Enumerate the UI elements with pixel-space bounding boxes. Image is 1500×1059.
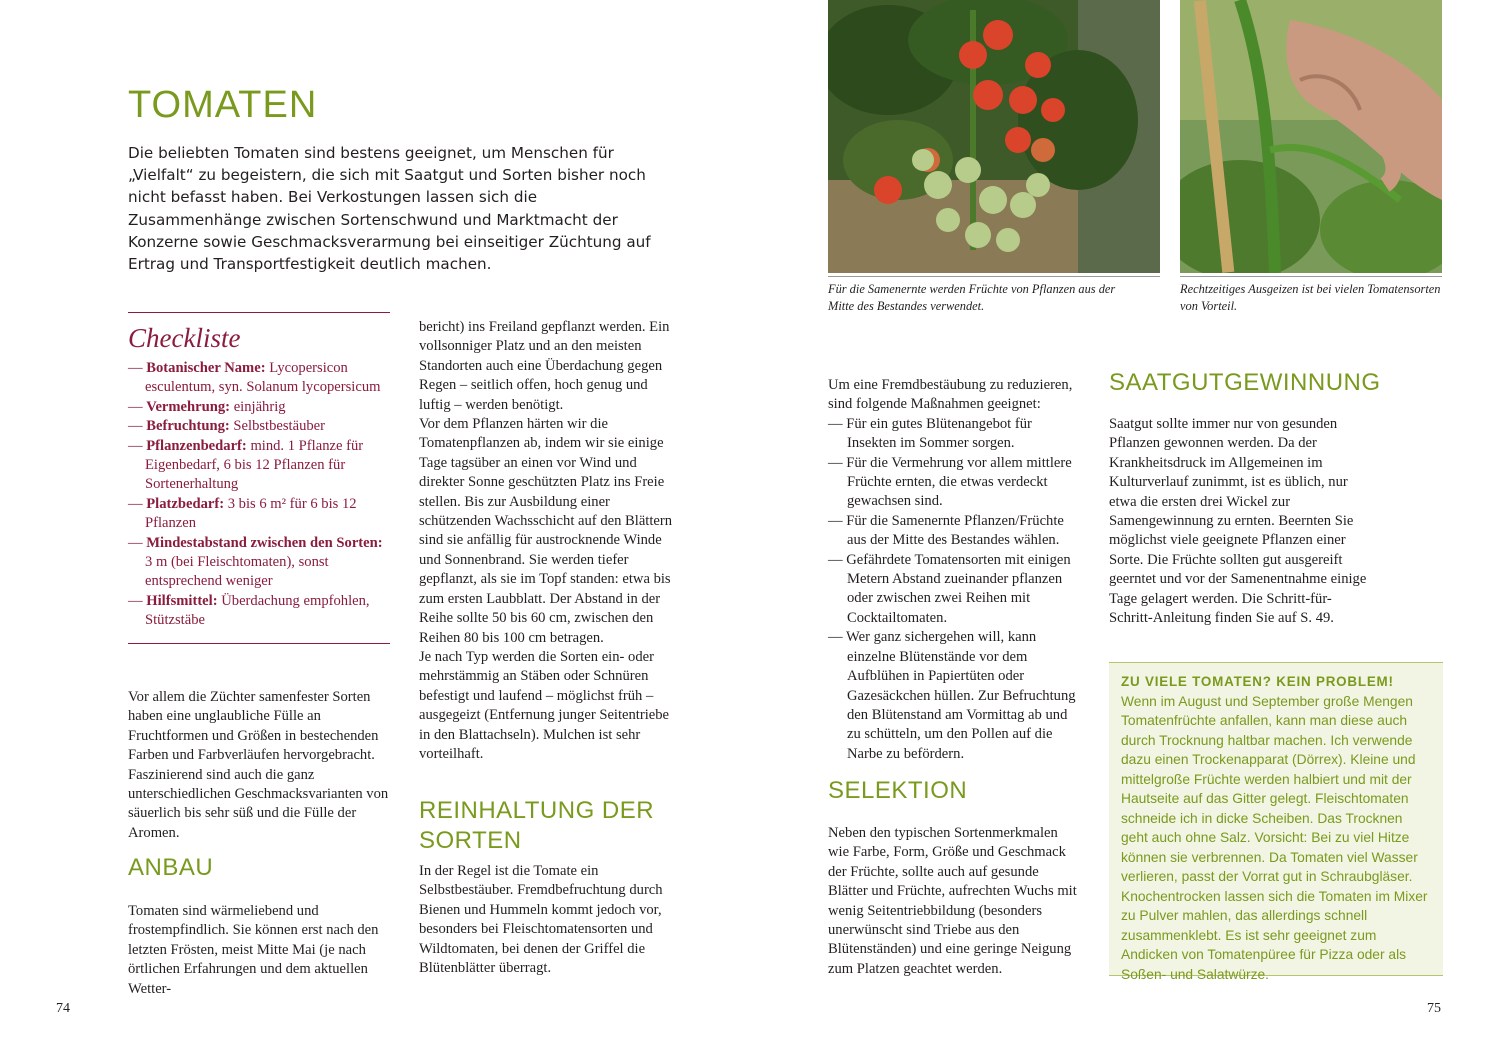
photo-caption-1: Für die Samenernte werden Früchte von Pflanzen aus der Mitte des Bestandes verwendet. xyxy=(828,282,1116,313)
fremdbestaeubung-section xyxy=(828,376,1078,764)
section-heading-saatgut: SAATGUTGEWINNUNG xyxy=(1109,369,1381,396)
section-heading-selektion: SELEKTION xyxy=(828,777,968,804)
reinhaltung-paragraph: In der Regel ist die Tomate ein Selbstbestäuber. Fremdbefruchtung durch Bienen und Hummeln kommt jedoch vor, besonders bei Fleischtomatensorten und Wildtomaten, bei denen der Griffel die Blütenblätter überragt. xyxy=(419,863,663,977)
saatgut-paragraph: Saatgut sollte immer nur von gesunden Pflanzen gewonnen werden. Da der Krankheitsdruck im Allgemeinen im Kulturverlauf zunimmt, ist es üblich, nur etwa die ersten drei Wickel zur Samengewinnung zu ernten. Beernten Sie möglichst viele geeignete Pflanzen einer Sorte. Die Früchte sollten gut ausgereift geerntet und vor der Samenentnahme einige Tage gelagert werden. Die Schritt-für-Schritt-Anleitung finden Sie auf S. 49. xyxy=(1109,416,1367,627)
list-item: — Gefährdete Tomatensorten mit einigen Metern Abstand zueinander pflanzen oder zwischen zwei Reihen mit Cocktailtomaten. xyxy=(828,551,1071,626)
list-item: — Für ein gutes Blütenangebot für Insekten im Sommer sorgen. xyxy=(828,415,1032,452)
checklist-item: — Hilfsmittel: Überdachung empfohlen, Stützstäbe xyxy=(128,592,370,629)
paragraph: bericht) ins Freiland gepflanzt werden. Ein vollsonniger Platz und an den meisten Standorten auch eine Überdachung gegen Regen – seitlich offen, hoch genug und luftig – werden benötigt. xyxy=(419,319,670,413)
checklist-item: — Vermehrung: einjährig xyxy=(128,398,286,415)
section-heading-reinhaltung: REINHALTUNG DER SORTEN xyxy=(419,797,655,854)
pruning-hand-photo xyxy=(1180,0,1442,273)
checklist-item: — Pflanzenbedarf: mind. 1 Pflanze für Eigenbedarf, 6 bis 12 Pflanzen für Sortenerhaltung xyxy=(128,437,364,493)
page-number-left: 74 xyxy=(56,1001,70,1016)
paragraph: Vor dem Pflanzen härten wir die Tomatenpflanzen ab, indem wir sie einige Tage tagsüber an einen vor Wind und direkter Sonne geschützten Platz ins Freie stellen. Bis zur Ausbildung einer schützenden Wachsschicht auf den Blättern sind sie anfällig für austrocknende Winde und Sonnenbrand. Sie werden tiefer gepflanzt, als sie im Topf standen: etwa bis zum ersten Laubblatt. Der Abstand in der Reihe sollte 50 bis 60 cm, zwischen den Reihen 80 bis 100 cm betragen. xyxy=(419,416,673,646)
selektion-paragraph: Neben den typischen Sortenmerkmalen wie Farbe, Form, Größe und Geschmack der Früchte, sollte auch auf gesunde Blätter und Früchte, aufrechten Wuchs mit wenig Seitentriebbildung (besonders unerwünscht sind Triebe aus den Blütenständen) und eine geringe Neigung zum Platzen geachtet werden. xyxy=(828,825,1077,977)
tip-title: ZU VIELE TOMATEN? KEIN PROBLEM! xyxy=(1121,674,1394,689)
tomato-plant-illustration xyxy=(828,0,1160,273)
checklist-title: Checkliste xyxy=(128,323,241,353)
checklist-item: — Botanischer Name: Lycopersicon esculentum, syn. Solanum lycopersicum xyxy=(128,360,381,396)
list-item: — Wer ganz sichergehen will, kann einzelne Blütenstände vor dem Aufblühen in Papiertüten oder Gazesäckchen hüllen. Zur Befruchtung den Blütenstand am Vormittag ab und zu schütteln, um den Pollen auf die Narbe zu befördern. xyxy=(828,629,1076,762)
photo-caption-2: Rechtzeitiges Ausgeizen ist bei vielen Tomatensorten von Vorteil. xyxy=(1180,282,1441,313)
anbau-paragraph: Tomaten sind wärmeliebend und frostempfindlich. Sie können erst nach den letzten Frösten, meist Mitte Mai (je nach örtlichen Erfahrungen und dem aktuellen Wetter- xyxy=(128,903,379,997)
page-title: TOMATEN xyxy=(128,84,318,126)
fremdbestaeubung-intro: Um eine Fremdbestäubung zu reduzieren, sind folgende Maßnahmen geeignet: xyxy=(828,377,1073,413)
checklist-item: — Mindestabstand zwischen den Sorten: 3 m (bei Fleischtomaten), sonst entsprechend weniger xyxy=(128,534,383,590)
page-number-right: 75 xyxy=(1427,1001,1441,1016)
tomato-plant-photo xyxy=(828,0,1160,273)
pruning-illustration xyxy=(1180,0,1442,273)
list-item: — Für die Samenernte Pflanzen/Früchte aus der Mitte des Bestandes wählen. xyxy=(828,512,1064,549)
caption-rule xyxy=(1180,276,1442,277)
list-item: — Für die Vermehrung vor allem mittlere Früchte ernten, die etwas verdeckt gewachsen sind. xyxy=(828,454,1072,510)
tip-text: Wenn im August und September große Mengen Tomatenfrüchte anfallen, kann man diese auch durch Trocknung haltbar machen. Ich verwende dazu einen Trockenapparat (Dörrex). Kleine und mittelgroße Früchte werden halbiert und mit der Hautseite auf das Gitter gelegt. Fleischtomaten schneide ich in dicke Scheiben. Das Trocknen geht auch ohne Salz. Vorsicht: Bei zu viel Hitze können sie verbrennen. Da Tomaten viel Wasser verlieren, passt der Vorrat gut in Schraubgläser. Knochentrocken lassen sich die Tomaten im Mixer zu Pulver mahlen, das allerdings schnell zusammenklebt. Es ist sehr geeignet zum Andicken von Tomatenpüree für Pizza oder als Soßen- und Salatwürze. xyxy=(1121,693,1428,982)
checklist-box xyxy=(128,312,390,644)
checklist-item: — Befruchtung: Selbstbestäuber xyxy=(128,418,326,435)
tip-box xyxy=(1109,662,1443,982)
vielfalt-paragraph: Vor allem die Züchter samenfester Sorten haben eine unglaubliche Fülle an Fruchtformen und Größen in bestechenden Farben und Farbverläufen hervorgebracht. Faszinierend sind auch die ganz unterschiedlichen Geschmacksvarianten von säuerlich bis sehr süß und die Fülle der Aromen. xyxy=(128,689,389,841)
intro-paragraph: Die beliebten Tomaten sind bestens geeignet, um Menschen für „Vielfalt“ zu begeistern, die sich mit Saatgut und Sorten bisher noch nicht befasst haben. Bei Verkostungen lassen sich die Zusammenhänge zwischen Sortenschwund und Marktmacht der Konzerne sowie Geschmacksverarmung bei einseitiger Züchtung auf Ertrag und Transportfestigkeit deutlich machen. xyxy=(128,144,651,274)
anbau-continuation xyxy=(419,318,681,764)
paragraph: Je nach Typ werden die Sorten ein- oder mehrstämmig an Stäben oder Schnüren befestigt und laufend – möglichst früh – ausgegeizt (Entfernung junger Seitentriebe in den Blattachseln). Mulchen ist sehr vorteilhaft. xyxy=(419,648,670,762)
checklist-item: — Platzbedarf: 3 bis 6 m² für 6 bis 12 Pflanzen xyxy=(128,495,357,532)
caption-rule xyxy=(828,276,1160,277)
section-heading-anbau: ANBAU xyxy=(128,854,214,881)
